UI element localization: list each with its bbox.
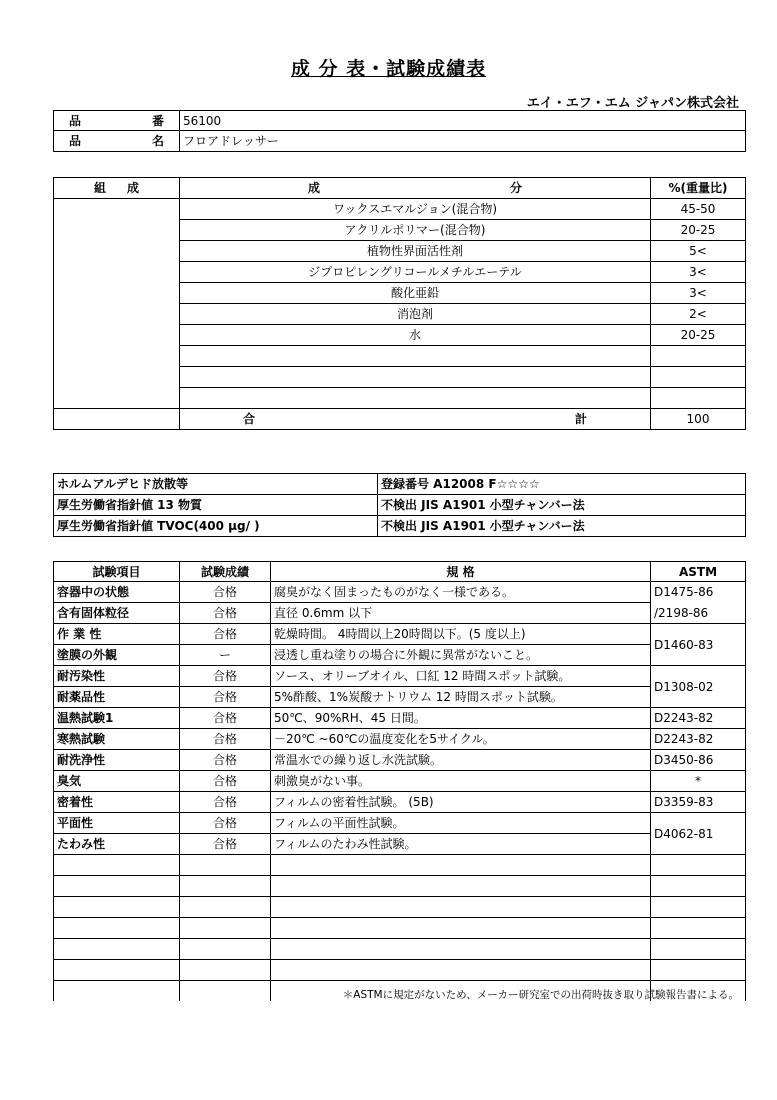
formaldehyde-table <box>53 473 746 537</box>
component-name <box>180 367 651 388</box>
product-name-label: 品 名 <box>54 131 180 152</box>
composition-blank-cell <box>54 199 180 409</box>
guideline-13-label: 厚生労働省指針値 13 物質 <box>54 495 378 516</box>
test-row <box>54 813 746 834</box>
test-row <box>54 666 746 687</box>
component-name <box>180 346 651 367</box>
component-name: 水 <box>180 325 651 346</box>
component-percent <box>651 388 746 409</box>
astm-code: D1308-02 <box>651 666 746 708</box>
test-item: 作 業 性 <box>54 624 180 645</box>
test-spec: 浸透し重ね塗りの場合に外観に異常がないこと。 <box>271 645 651 666</box>
test-row <box>54 687 746 708</box>
guideline-tvoc-label: 厚生労働省指針値 TVOC(400 μg/ ) <box>54 516 378 537</box>
test-row <box>54 645 746 666</box>
component-name: 植物性界面活性剤 <box>180 241 651 262</box>
test-result: 合格 <box>180 708 271 729</box>
composition-total-row <box>54 409 746 430</box>
tests-table <box>53 561 746 1001</box>
registration-number: 登録番号 A12008 F☆☆☆☆ <box>378 474 746 495</box>
test-result: 合格 <box>180 750 271 771</box>
astm-header: ASTM <box>651 562 746 582</box>
product-table <box>53 110 746 152</box>
test-item: 密着性 <box>54 792 180 813</box>
test-row <box>54 771 746 792</box>
test-spec: 50℃、90%RH、45 日間。 <box>271 708 651 729</box>
test-row <box>54 624 746 645</box>
test-spec-header: 規 格 <box>271 562 651 582</box>
test-item: 含有固体粒径 <box>54 603 180 624</box>
percent-header: %(重量比) <box>651 178 746 199</box>
test-spec: －20℃ ~60℃の温度変化を5サイクル。 <box>271 729 651 750</box>
composition-table <box>53 177 746 430</box>
test-item: 容器中の状態 <box>54 582 180 603</box>
test-row-empty <box>54 876 746 897</box>
test-result: 合格 <box>180 834 271 855</box>
test-item: 耐洗浄性 <box>54 750 180 771</box>
test-result: 合格 <box>180 729 271 750</box>
astm-code: D1460-83 <box>651 624 746 666</box>
test-result-header: 試験成績 <box>180 562 271 582</box>
test-spec: 乾燥時間。 4時間以上20時間以下。(5 度以上) <box>271 624 651 645</box>
test-row <box>54 603 746 624</box>
component-name: 酸化亜鉛 <box>180 283 651 304</box>
component-header: 成 分 <box>180 178 651 199</box>
guideline-13-result: 不検出 JIS A1901 小型チャンバー法 <box>378 495 746 516</box>
test-spec: 腐臭がなく固まったものがなく一様である。 <box>271 582 651 603</box>
component-name: ワックスエマルジョン(混合物) <box>180 199 651 220</box>
test-row <box>54 582 746 603</box>
test-result: 合格 <box>180 771 271 792</box>
test-item: 耐汚染性 <box>54 666 180 687</box>
astm-code: D4062-81 <box>651 813 746 855</box>
component-name: ジプロピレングリコールメチルエーテル <box>180 262 651 283</box>
test-row <box>54 708 746 729</box>
test-row-empty <box>54 960 746 981</box>
product-number-label: 品 番 <box>54 111 180 131</box>
component-percent: 3< <box>651 262 746 283</box>
component-percent: 2< <box>651 304 746 325</box>
test-item: 寒熱試験 <box>54 729 180 750</box>
component-percent: 20-25 <box>651 220 746 241</box>
test-item: たわみ性 <box>54 834 180 855</box>
footnote: ＊ASTMに規定がないため、メーカー研究室での出荷時抜き取り試験報告書による。 <box>342 989 739 1001</box>
component-percent <box>651 367 746 388</box>
test-spec: 刺激臭がない事。 <box>271 771 651 792</box>
test-row-empty <box>54 897 746 918</box>
test-result: 合格 <box>180 582 271 603</box>
test-result: 合格 <box>180 666 271 687</box>
tests-header-row <box>54 562 746 582</box>
test-spec: フィルムの密着性試験。 (5B) <box>271 792 651 813</box>
test-item: 臭気 <box>54 771 180 792</box>
astm-code: D2243-82 <box>651 729 746 750</box>
component-percent: 20-25 <box>651 325 746 346</box>
test-result: ー <box>180 645 271 666</box>
test-result: 合格 <box>180 792 271 813</box>
test-spec: 直径 0.6mm 以下 <box>271 603 651 624</box>
test-row <box>54 750 746 771</box>
component-percent: 45-50 <box>651 199 746 220</box>
company-name: エイ・エフ・エム ジャパン株式会社 <box>526 96 739 111</box>
astm-code: D1475-86 <box>651 582 746 603</box>
test-spec: 5%酢酸、1%炭酸ナトリウム 12 時間スポット試験。 <box>271 687 651 708</box>
test-row <box>54 729 746 750</box>
component-percent: 3< <box>651 283 746 304</box>
composition-row <box>54 199 746 220</box>
test-item: 温熱試験1 <box>54 708 180 729</box>
component-percent: 5< <box>651 241 746 262</box>
page-title: 成 分 表・試験成績表 <box>290 58 487 80</box>
component-percent <box>651 346 746 367</box>
astm-code: /2198-86 <box>651 603 746 624</box>
test-item: 平面性 <box>54 813 180 834</box>
test-result: 合格 <box>180 603 271 624</box>
guideline-tvoc-result: 不検出 JIS A1901 小型チャンバー法 <box>378 516 746 537</box>
test-item: 塗膜の外観 <box>54 645 180 666</box>
astm-code: D3359-83 <box>651 792 746 813</box>
test-row-empty <box>54 939 746 960</box>
test-row <box>54 834 746 855</box>
composition-header-row <box>54 178 746 199</box>
test-item-header: 試験項目 <box>54 562 180 582</box>
composition-header: 組 成 <box>54 178 180 199</box>
test-result: 合格 <box>180 624 271 645</box>
astm-code: D3450-86 <box>651 750 746 771</box>
component-name: アクリルポリマー(混合物) <box>180 220 651 241</box>
product-number-value: 56100 <box>180 111 746 131</box>
total-value: 100 <box>651 409 746 430</box>
test-spec: 常温水での繰り返し水洗試験。 <box>271 750 651 771</box>
formaldehyde-label: ホルムアルデヒド放散等 <box>54 474 378 495</box>
component-name <box>180 388 651 409</box>
test-spec: フィルムの平面性試験。 <box>271 813 651 834</box>
test-row <box>54 792 746 813</box>
test-row-empty <box>54 855 746 876</box>
component-name: 消泡剤 <box>180 304 651 325</box>
total-label: 合 計 <box>180 409 651 430</box>
test-item: 耐薬品性 <box>54 687 180 708</box>
astm-code: * <box>651 771 746 792</box>
test-result: 合格 <box>180 687 271 708</box>
test-result: 合格 <box>180 813 271 834</box>
test-row-empty <box>54 918 746 939</box>
total-blank-cell <box>54 409 180 430</box>
test-spec: ソース、オリーブオイル、口紅 12 時間スポット試験。 <box>271 666 651 687</box>
product-name-value: フロアドレッサー <box>180 131 746 152</box>
test-spec: フィルムのたわみ性試験。 <box>271 834 651 855</box>
astm-code: D2243-82 <box>651 708 746 729</box>
